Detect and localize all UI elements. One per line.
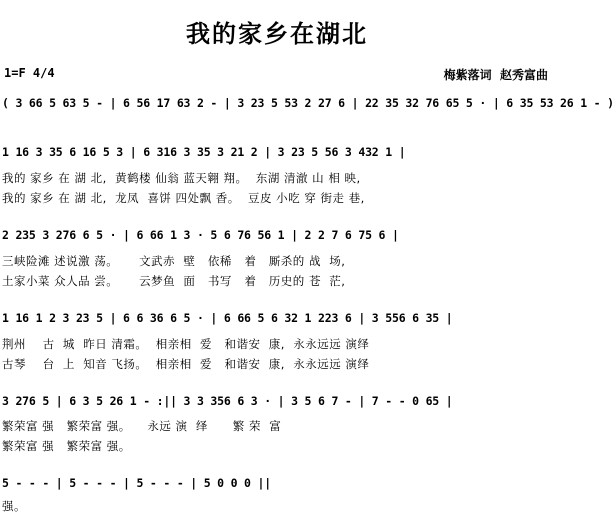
lyric-row-2-verse-2: 土家小菜 众人品 尝。 云梦鱼 面 书写 着 历史的 苍 茫, [2, 274, 346, 288]
lyric-row-2-verse-1: 三峡险滩 述说激 荡。 文武赤 壁 依稀 着 厮杀的 战 场, [2, 254, 346, 268]
lyric-row-5-verse-1: 强。 [2, 499, 26, 513]
notes-row-3: 1 16 1 2 3 23 5 | 6 6 36 6 5 · | 6 66 5 6 32 1 223 6 | 3 556 6 35 | [2, 311, 453, 325]
lyric-row-4-verse-2: 繁荣富 强 繁荣富 强。 [2, 439, 131, 453]
lyric-row-1-verse-1: 我的 家乡 在 湖 北, 黄鹤楼 仙翁 蓝天翱 翔。 东湖 清澈 山 相 映, [2, 171, 361, 185]
notes-row-1: 1 16 3 35 6 16 5 3 | 6 316 3 35 3 21 2 | 3 23 5 56 3 432 1 | [2, 145, 406, 159]
lyric-row-4-verse-1: 繁荣富 强 繁荣富 强。 永远 演 绎 繁 荣 富 [2, 419, 282, 433]
credits: 梅紫落词 赵秀富曲 [443, 68, 548, 82]
lyric-row-3-verse-2: 古琴 台 上 知音 飞扬。 相亲相 爱 和谐安 康, 永永远远 演绎 [2, 357, 370, 371]
song-title: 我的家乡在湖北 [186, 19, 368, 48]
notes-row-4: 3 276 5 | 6 3 5 26 1 - :|| 3 3 356 6 3 · | 3 5 6 7 - | 7 - - 0 65 | [2, 394, 453, 408]
lyric-row-3-verse-1: 荆州 古 城 昨日 清霜。 相亲相 爱 和谐安 康, 永永远远 演绎 [2, 337, 370, 351]
notes-row-5: 5 - - - | 5 - - - | 5 - - - | 5 0 0 0 || [2, 476, 271, 490]
key-signature: 1=F 4/4 [4, 66, 55, 80]
lyric-row-1-verse-2: 我的 家乡 在 湖 北, 龙凤 喜饼 四处飘 香。 豆皮 小吃 穿 街走 巷, [2, 191, 365, 205]
intro-notes: ( 3 66 5 63 5 - | 6 56 17 63 2 - | 3 23 5 53 2 27 6 | 22 35 32 76 65 5 · | 6 35 53 26 1 - ) [2, 96, 614, 110]
notes-row-2: 2 235 3 276 6 5 · | 6 66 1 3 · 5 6 76 56 1 | 2 2 7 6 75 6 | [2, 228, 399, 242]
